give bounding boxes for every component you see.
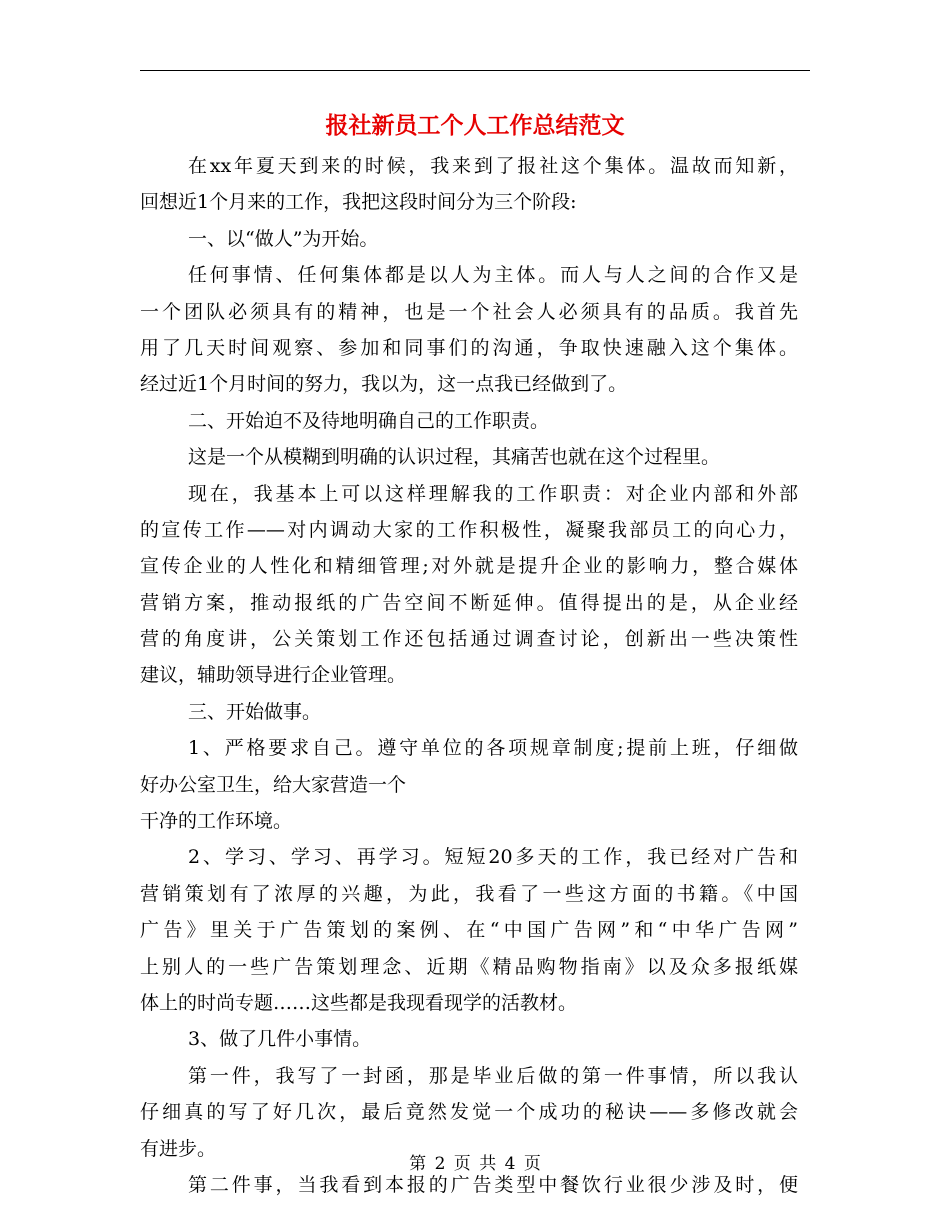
text-line: 回想近1个月来的工作，我把这段时间分为三个阶段: <box>140 191 577 214</box>
text-line: 1、严格要求自己。遵守单位的各项规章制度;提前上班，仔细做 <box>188 737 798 760</box>
text-line: 营销方案，推动报纸的广告空间不断延伸。值得提出的是，从企业经 <box>140 591 798 614</box>
header-rule <box>140 70 810 71</box>
document-body <box>140 148 798 1203</box>
text-line: 这是一个从模糊到明确的认识过程，其痛苦也就在这个过程里。 <box>188 446 721 469</box>
text-line: 有进步。 <box>140 1137 217 1160</box>
text-line: 建议，辅助领导进行企业管理。 <box>140 664 407 687</box>
text-line: 宣传企业的人性化和精细管理;对外就是提升企业的影响力，整合媒体 <box>140 555 798 578</box>
text-line: 一个团队必须具有的精神，也是一个社会人必须具有的品质。我首先 <box>140 300 798 323</box>
text-line: 用了几天时间观察、参加和同事们的沟通，争取快速融入这个集体。 <box>140 336 798 359</box>
page-footer: 第 2 页 共 4 页 <box>409 1154 541 1174</box>
text-line: 体上的时尚专题……这些都是我现看现学的活教材。 <box>140 991 578 1014</box>
text-line: 仔细真的写了好几次，最后竟然发觉一个成功的秘诀——多修改就会 <box>140 1101 798 1124</box>
text-line: 干净的工作环境。 <box>140 810 293 833</box>
text-line: 广告》里关于广告策划的案例、在“中国广告网”和“中华广告网” <box>140 919 798 942</box>
text-line: 好办公室卫生，给大家营造一个 <box>140 773 407 796</box>
text-line: 上别人的一些广告策划理念、近期《精品购物指南》以及众多报纸媒 <box>140 955 798 978</box>
text-line: 3、做了几件小事情。 <box>188 1028 372 1051</box>
text-line: 的宣传工作——对内调动大家的工作积极性，凝聚我部员工的向心力， <box>140 518 798 541</box>
text-line: 经过近1个月时间的努力，我以为，这一点我已经做到了。 <box>140 373 628 396</box>
text-line: 在xx年夏天到来的时候，我来到了报社这个集体。温故而知新， <box>188 155 798 177</box>
text-line: 第二件事，当我看到本报的广告类型中餐饮行业很少涉及时，便 <box>188 1173 798 1196</box>
text-line: 营的角度讲，公关策划工作还包括通过调查讨论，创新出一些决策性 <box>140 628 798 651</box>
text-line: 第一件，我写了一封函，那是毕业后做的第一件事情，所以我认 <box>188 1064 798 1087</box>
text-line: 一、以“做人”为开始。 <box>188 227 379 250</box>
text-line: 2、学习、学习、再学习。短短20多天的工作，我已经对广告和 <box>188 846 798 869</box>
text-line: 现在，我基本上可以这样理解我的工作职责：对企业内部和外部 <box>188 482 798 505</box>
text-line: 三、开始做事。 <box>188 700 322 723</box>
text-line: 营销策划有了浓厚的兴趣，为此，我看了一些这方面的书籍。《中国 <box>140 882 798 905</box>
text-line: 任何事情、任何集体都是以人为主体。而人与人之间的合作又是 <box>188 264 798 287</box>
document-title: 报社新员工个人工作总结范文 <box>325 113 625 139</box>
text-line: 二、开始迫不及待地明确自己的工作职责。 <box>188 409 550 432</box>
